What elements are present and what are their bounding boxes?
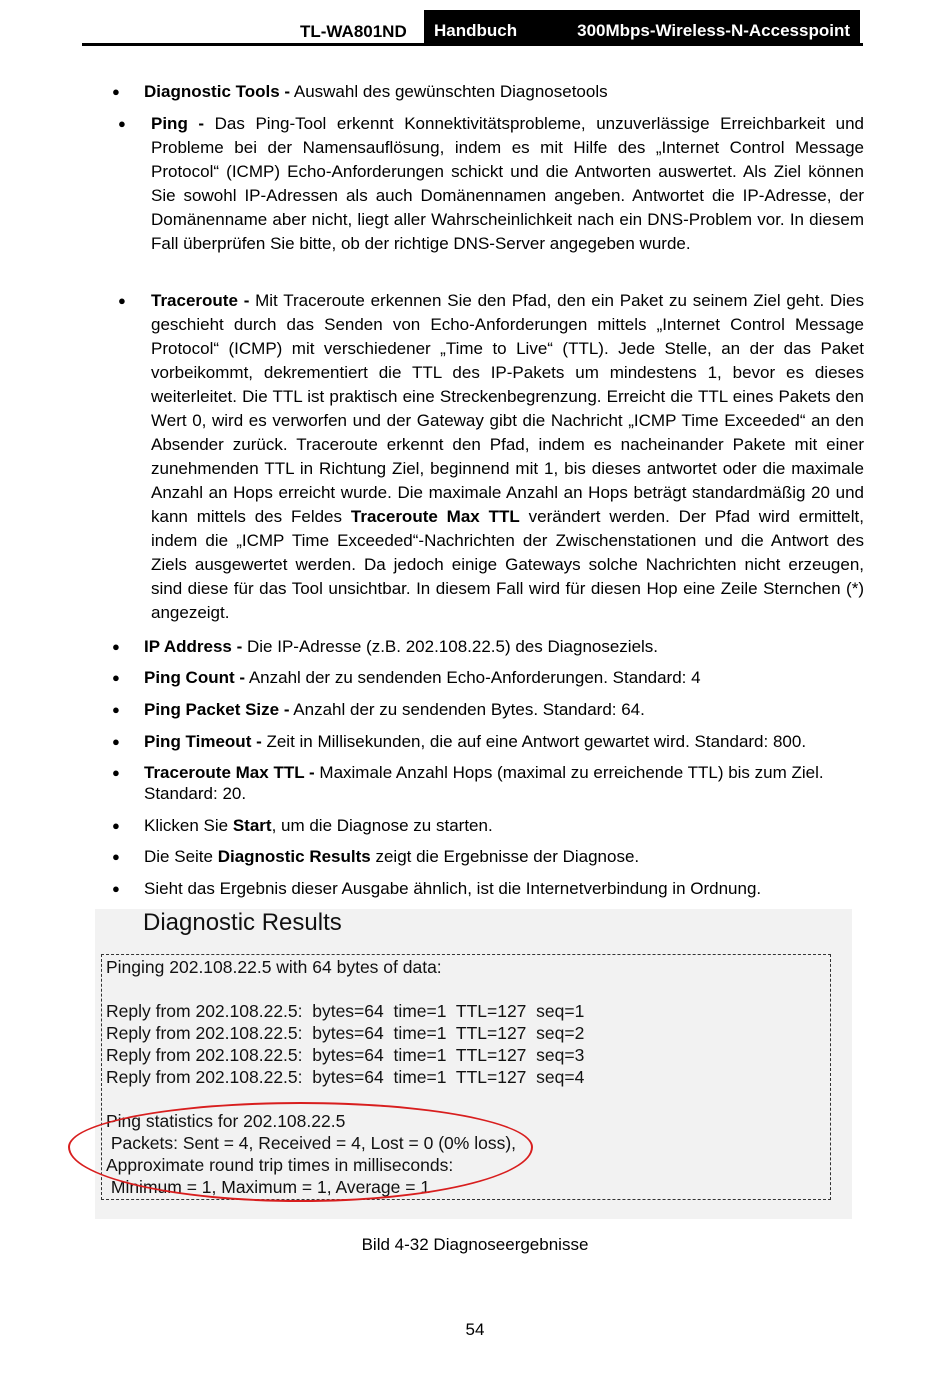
- desc-ping-count: Anzahl der zu sendenden Echo-Anforderungen. Standard: 4: [245, 668, 701, 687]
- output-line-pinging: Pinging 202.108.22.5 with 64 bytes of data:: [106, 957, 442, 977]
- diagnostic-results-screenshot: [95, 909, 852, 1219]
- header-rule: [82, 43, 863, 46]
- bullet-traceroute-max-ttl: [112, 761, 872, 804]
- bullet-dot: ●: [112, 849, 120, 864]
- term-ip-address: IP Address -: [144, 637, 243, 656]
- desc-ping-timeout: Zeit in Millisekunden, die auf eine Antwort gewartet wird. Standard: 800.: [261, 732, 807, 751]
- bullet-ping-timeout: [112, 730, 872, 754]
- term-diagnostic-results: Diagnostic Results: [217, 847, 371, 866]
- page-number: 54: [465, 1320, 485, 1339]
- start-post: , um die Diagnose zu starten.: [271, 816, 493, 835]
- bullet-ping: [118, 112, 864, 256]
- output-line-packets: Packets: Sent = 4, Received = 4, Lost = 0 (0% loss),: [106, 1133, 517, 1153]
- start-pre: Klicken Sie: [144, 816, 233, 835]
- desc-ping: Das Ping-Tool erkennt Konnektivitätsprobleme, unzuverlässige Erreichbarkeit und Probleme bei der Namensauflösung, indem es mit Hilfe des „Internet Control Message Protocol“ (ICMP) Echo-Anforderungen schickt und die Antworten auswertet. Als Ziel können Sie sowohl IP-Adressen als auch Domänennamen angeben. Antwortet die IP-Adresse, der Domänenname aber nicht, liegt aller Wahrscheinlichkeit nach ein DNS-Problem vor. In diesem Fall überprüfen Sie bitte, ob der richtige DNS-Server angegeben wurde.: [151, 114, 864, 253]
- figure-caption: Bild 4-32 Diagnoseergebnisse: [361, 1235, 589, 1254]
- desc-ping-packet-size: Anzahl der zu sendenden Bytes. Standard: 64.: [289, 700, 645, 719]
- bullet-ip-address: [112, 635, 872, 659]
- desc-similar-output: Sieht das Ergebnis dieser Ausgabe ähnlich, ist die Internetverbindung in Ordnung.: [144, 879, 762, 898]
- results-pre: Die Seite: [144, 847, 218, 866]
- output-line-reply: Reply from 202.108.22.5: bytes=64 time=1 TTL=127 seq=2: [106, 1023, 585, 1043]
- bullet-dot: ●: [112, 881, 120, 896]
- bullet-diagnostic-tools: [112, 80, 864, 104]
- bullet-start: [112, 814, 872, 838]
- term-traceroute-max-ttl: Traceroute Max TTL -: [144, 763, 315, 782]
- screenshot-title: Diagnostic Results: [143, 909, 342, 936]
- output-line-reply: Reply from 202.108.22.5: bytes=64 time=1 TTL=127 seq=3: [106, 1045, 585, 1065]
- header-banner: [424, 10, 860, 44]
- bullet-dot: ●: [118, 116, 126, 131]
- results-post: zeigt die Ergebnisse der Diagnose.: [370, 847, 640, 866]
- term-start: Start: [232, 816, 272, 835]
- output-line-round-trip: Approximate round trip times in milliseconds:: [106, 1155, 454, 1175]
- header-product: 300Mbps-Wireless-N-Accesspoint: [577, 21, 850, 40]
- bullet-ping-packet-size: [112, 698, 872, 722]
- bullet-dot: ●: [112, 765, 120, 780]
- desc-traceroute-part2: verändert werden. Der Pfad wird ermittelt, indem die „ICMP Time Exceeded“-Nachrichten der Zwischenstationen und die Antwort des Ziels ausgewertet werden. Da jedoch einige Gateways solche Nachrichten nicht erzeugen, sind diese für das Tool unsichtbar. In diesem Fall wird für diesen Hop eine Zeile Sternchen (*) angezeigt.: [151, 507, 864, 622]
- bullet-dot: ●: [112, 734, 120, 749]
- bullet-dot: ●: [112, 702, 120, 717]
- term-traceroute: Traceroute -: [151, 291, 250, 310]
- bullet-dot: ●: [112, 84, 120, 99]
- desc-traceroute-part1: Mit Traceroute erkennen Sie den Pfad, den ein Paket zu seinem Ziel geht. Dies geschieht durch das Senden von Echo-Anforderungen mittels „Internet Control Message Protocol“ (ICMP) mit verschiedener „Time to Live“ (TTL). Jede Stelle, an der das Paket vorbeikommt, dekrementiert die TTL des IP-Pakets um mindestens 1, bevor es dieses weiterleitet. Die TTL ist praktisch eine Streckenbegrenzung. Erreicht die TTL eines Pakets den Wert 0, wird es verworfen und der Gateway gibt die Nachricht „ICMP Time Exceeded“ an den Absender zurück. Traceroute erkennt den Pfad, indem es nacheinander Pakete mit einer zunehmenden TTL in Richtung Ziel, beginnend mit 1, bis dieses antwortet oder die maximale Anzahl an Hops erreicht wurde. Die maximale Anzahl an Hops beträgt standardmäßig 20 und kann mittels des Feldes: [151, 291, 864, 526]
- output-line-statistics: Ping statistics for 202.108.22.5: [106, 1111, 346, 1131]
- output-line-min-max-avg: Minimum = 1, Maximum = 1, Average = 1: [106, 1177, 431, 1197]
- output-line-reply: Reply from 202.108.22.5: bytes=64 time=1 TTL=127 seq=1: [106, 1001, 585, 1021]
- output-line-reply: Reply from 202.108.22.5: bytes=64 time=1 TTL=127 seq=4: [106, 1067, 585, 1087]
- bullet-dot: ●: [112, 818, 120, 833]
- bullet-traceroute: [118, 289, 864, 625]
- header-model: TL-WA801ND: [300, 22, 407, 41]
- bullet-similar-output: [112, 877, 872, 901]
- desc-traceroute-max-ttl: Maximale Anzahl Hops (maximal zu erreichende TTL) bis zum Ziel. Standard: 20.: [144, 763, 824, 803]
- term-ping: Ping -: [151, 114, 205, 133]
- term-ping-timeout: Ping Timeout -: [144, 732, 262, 751]
- term-ping-packet-size: Ping Packet Size -: [144, 700, 290, 719]
- term-diagnostic-tools: Diagnostic Tools -: [144, 82, 291, 101]
- desc-ip-address: Die IP-Adresse (z.B. 202.108.22.5) des Diagnoseziels.: [242, 637, 659, 656]
- term-ping-count: Ping Count -: [144, 668, 246, 687]
- bullet-diagnostic-results: [112, 845, 872, 869]
- desc-diagnostic-tools: Auswahl des gewünschten Diagnosetools: [290, 82, 608, 101]
- header-manual: Handbuch: [434, 21, 518, 40]
- bullet-dot: ●: [118, 293, 126, 308]
- bullet-ping-count: [112, 666, 872, 690]
- bullet-dot: ●: [112, 639, 120, 654]
- term-traceroute-max-ttl-field: Traceroute Max TTL: [350, 507, 520, 526]
- bullet-dot: ●: [112, 670, 120, 685]
